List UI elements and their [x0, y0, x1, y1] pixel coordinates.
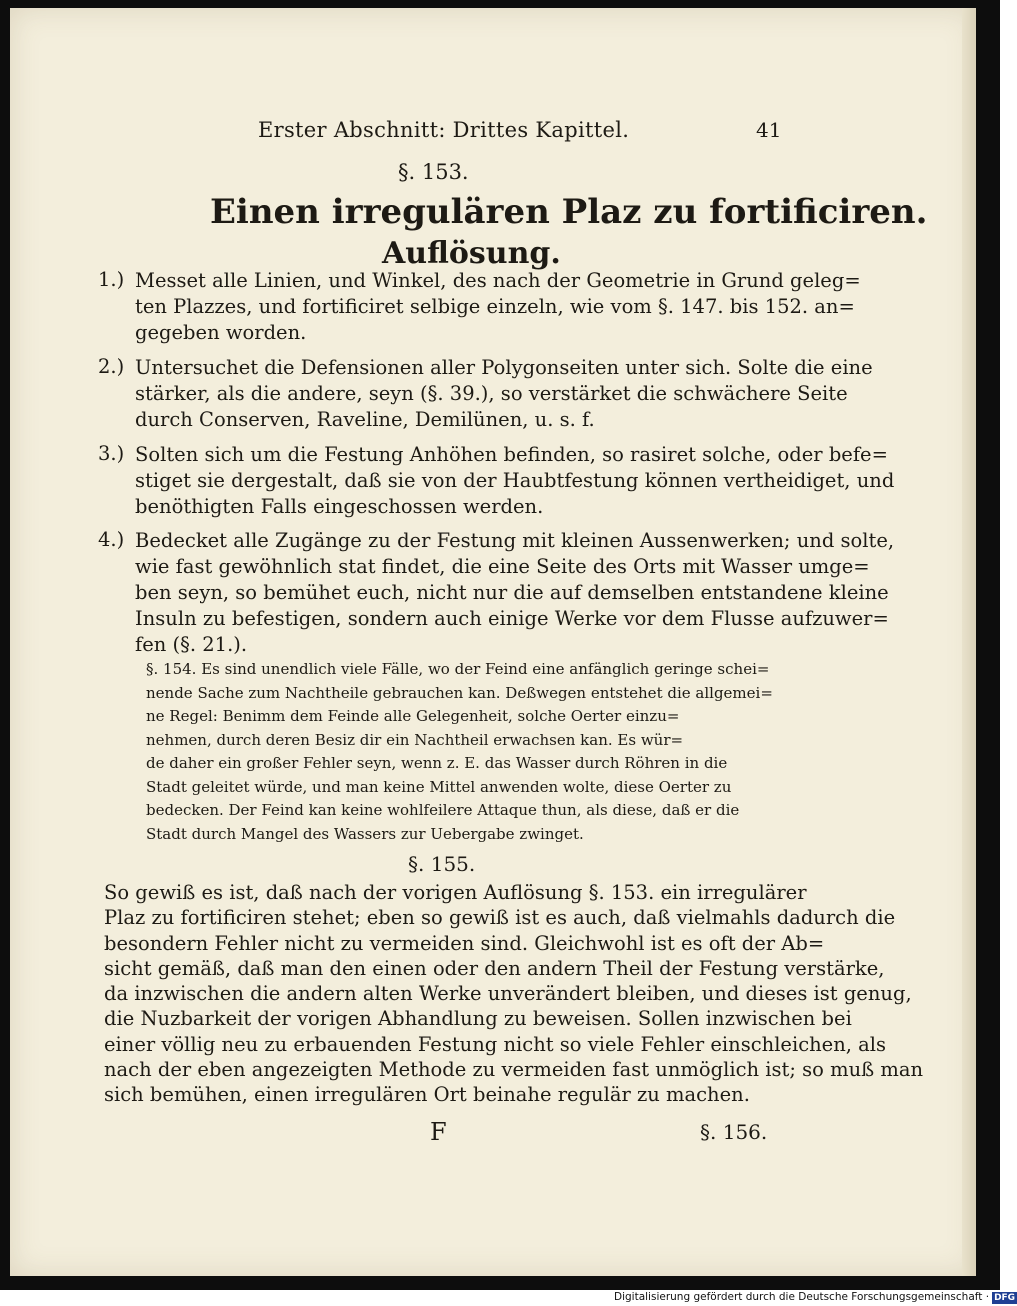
text-line: ten Plazzes, und fortificiret selbige einzeln, wie vom §. 147. bis 152. an=	[135, 295, 855, 318]
credit-text: Digitalisierung gefördert durch die Deutsche Forschungsgemeinschaft ·	[614, 1291, 990, 1303]
dfg-logo: DFG	[994, 1293, 1016, 1303]
text-line: bedecken. Der Feind kan keine wohlfeilere Attaque thun, als diese, daß er die	[146, 801, 740, 819]
section-subtitle: Auflösung.	[382, 236, 561, 271]
text-line: Stadt durch Mangel des Wassers zur Uebergabe zwinget.	[146, 824, 584, 843]
text-line: durch Conserven, Raveline, Demilünen, u. s. f.	[135, 408, 595, 431]
text-line: fen (§. 21.).	[135, 633, 248, 656]
text-line: §. 154. Es sind unendlich viele Fälle, wo der Feind eine anfänglich geringe schei=	[146, 660, 770, 678]
text-line: einer völlig neu zu erbauenden Festung nicht so viele Fehler einschleichen, als	[104, 1032, 887, 1056]
text-line: nende Sache zum Nachtheile gebrauchen kan. Deßwegen entstehet die allgemei=	[146, 683, 773, 702]
running-head: Erster Abschnitt: Drittes Kapittel.	[258, 118, 630, 142]
item-text-1	[135, 268, 861, 346]
text-line: gegeben worden.	[135, 321, 307, 344]
text-line: sich bemühen, einen irregulären Ort beinahe regulär zu machen.	[104, 1083, 750, 1107]
item-text-3	[135, 442, 894, 520]
text-line: besondern Fehler nicht zu vermeiden sind. Gleichwohl ist es oft der Ab=	[104, 931, 825, 955]
text-line: benöthigten Falls eingeschossen werden.	[135, 495, 544, 518]
section-155-text	[104, 880, 923, 1108]
text-line: Solten sich um die Festung Anhöhen befinden, so rasiret solche, oder befe=	[135, 443, 888, 466]
item-number-1: 1.)	[98, 268, 125, 291]
item-number-3: 3.)	[98, 442, 125, 465]
section-154-note	[146, 658, 773, 846]
text-line: stärker, als die andere, seyn (§. 39.), so verstärket die schwächere Seite	[135, 382, 848, 405]
section-title: Einen irregulären Plaz zu fortificiren.	[210, 192, 928, 232]
text-line: So gewiß es ist, daß nach der vorigen Auflösung §. 153. ein irregulärer	[104, 881, 807, 904]
item-text-4	[135, 528, 894, 658]
text-line: die Nuzbarkeit der vorigen Abhandlung zu beweisen. Sollen inzwischen bei	[104, 1007, 852, 1031]
text-line: nach der eben angezeigten Methode zu vermeiden fast unmöglich ist; so muß man	[104, 1058, 924, 1082]
text-line: wie fast gewöhnlich stat findet, die eine Seite des Orts mit Wasser umge=	[135, 555, 870, 578]
text-line: ben seyn, so bemühet euch, nicht nur die auf demselben entstandene kleine	[135, 581, 889, 604]
catchword: §. 156.	[700, 1120, 768, 1144]
item-number-4: 4.)	[98, 528, 125, 551]
text-line: Plaz zu fortificiren stehet; eben so gewiß ist es auch, daß vielmahls dadurch die	[104, 906, 896, 930]
page-number: 41	[756, 118, 782, 142]
text-line: da inzwischen die andern alten Werke unverändert bleiben, und dieses ist genug,	[104, 982, 912, 1006]
text-line: Insuln zu befestigen, sondern auch einige Werke vor dem Flusse aufzuwer=	[135, 607, 889, 630]
signature-mark: F	[430, 1118, 447, 1146]
text-line: nehmen, durch deren Besiz dir ein Nachtheil erwachsen kan. Es wür=	[146, 730, 684, 749]
item-text-2	[135, 355, 873, 433]
text-line: ne Regel: Benimm dem Feinde alle Gelegenheit, solche Oerter einzu=	[146, 707, 680, 725]
text-line: de daher ein großer Fehler seyn, wenn z. E. das Wasser durch Röhren in die	[146, 754, 728, 772]
item-number-2: 2.)	[98, 355, 125, 378]
text-line: Bedecket alle Zugänge zu der Festung mit kleinen Aussenwerken; und solte,	[135, 529, 895, 552]
book-page	[10, 8, 976, 1276]
text-line: Stadt geleitet würde, und man keine Mittel anwenden wolte, diese Oerter zu	[146, 777, 732, 796]
text-line: sicht gemäß, daß man den einen oder den andern Theil der Festung verstärke,	[104, 956, 885, 980]
text-line: Untersuchet die Defensionen aller Polygonseiten unter sich. Solte die eine	[135, 356, 873, 379]
text-line: Messet alle Linien, und Winkel, des nach der Geometrie in Grund geleg=	[135, 269, 861, 292]
section-number-153: §. 153.	[398, 160, 469, 184]
text-line: stiget sie dergestalt, daß sie von der Haubtfestung können vertheidiget, und	[135, 469, 895, 492]
digitization-credit	[614, 1291, 1017, 1304]
section-number-155: §. 155.	[408, 852, 476, 876]
